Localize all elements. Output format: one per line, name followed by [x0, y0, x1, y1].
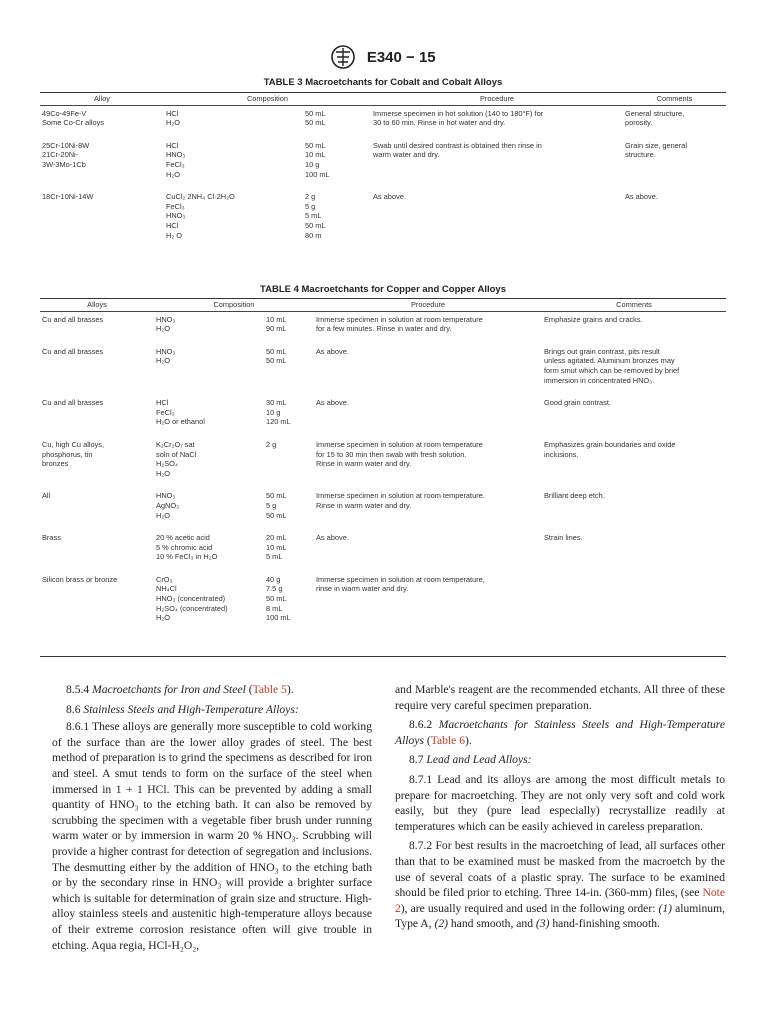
cell-line: porosity.	[625, 118, 653, 128]
cell-line: 50 mL	[266, 491, 287, 501]
cell-line: Brings out grain contrast, pits result	[544, 346, 660, 356]
cell-line: 21Cr-20Ni-	[42, 150, 79, 160]
table-row	[40, 179, 726, 240]
alloy-cell	[40, 334, 154, 385]
cell-line: H₂O	[156, 324, 170, 334]
cell-line: phosphorus, tin	[42, 449, 93, 459]
cell-line: 3W-3Mo-1Cb	[42, 159, 86, 169]
procedure-cell	[371, 105, 623, 128]
cell-line: 30 mL	[266, 398, 287, 408]
left-column	[52, 682, 372, 957]
cell-line: 5 mL	[305, 211, 322, 221]
cell-line	[266, 459, 312, 469]
cell-line: General structure,	[625, 108, 685, 118]
table4-header-procedure: Procedure	[314, 299, 542, 311]
cell-line: 20 mL	[266, 533, 287, 543]
cell-line: unless agitated. Aluminum bronzes may	[544, 356, 675, 366]
cell-line: rinse in warm water and dry.	[316, 584, 409, 594]
cell-line: As above.	[316, 398, 349, 408]
reagents-cell	[164, 179, 303, 240]
cell-line: 5 g	[305, 201, 316, 211]
cell-line: 2 g	[305, 192, 316, 202]
cell-line: HNO₃	[166, 211, 186, 221]
table-row	[40, 562, 726, 623]
table5-link[interactable]: Table 5	[252, 683, 287, 696]
cell-line: HCl	[166, 220, 179, 230]
alloy-cell	[40, 520, 154, 562]
reagents-cell	[154, 385, 264, 427]
comments-cell	[542, 520, 726, 562]
amounts-cell	[264, 427, 314, 478]
table-row	[40, 427, 726, 478]
table-row	[40, 128, 726, 179]
cell-line: H₂ O	[166, 230, 183, 240]
section-8-7-2: 8.7.2 For best results in the macroetching of lead, all surfaces other than that to be examined must be masked from the macroetch by the use of several coats of a plastic spray. The surface to be examined should be filed prior to etching. Three 14-in. (360-mm) files, (see Note 2), are usually required and used in the following order: (1) aluminum, Type A, (2) hand smooth, and (3) hand-finishing smooth.	[395, 839, 726, 931]
cell-line: 50 mL	[266, 356, 287, 366]
table4-bottom-rule	[40, 656, 726, 657]
table3-header-comments: Comments	[623, 93, 726, 105]
comments-cell	[623, 179, 726, 240]
section-8-6: 8.6 Stainless Steels and High-Temperature Alloys:	[66, 702, 299, 716]
amounts-cell	[264, 334, 314, 385]
cell-line: H₂O	[166, 118, 180, 128]
cell-line: FeCl₃	[156, 407, 175, 417]
cell-line: Emphasize grains and cracks.	[544, 314, 643, 324]
cell-line: All	[42, 491, 51, 501]
cell-line: Immerse specimen in hot solution (140 to 180°F) for	[373, 108, 544, 118]
cell-line: 80 m	[305, 230, 322, 240]
cell-line: Brilliant deep etch.	[544, 491, 605, 501]
cell-line: HNO₃	[156, 314, 176, 324]
alloy-cell	[40, 478, 154, 520]
table-row	[40, 520, 726, 562]
cell-line: Some Co-Cr alloys	[42, 118, 105, 128]
procedure-cell	[371, 128, 623, 179]
cell-line: 50 mL	[266, 510, 287, 520]
section-8-7: 8.7 Lead and Lead Alloys:	[409, 753, 532, 767]
comments-cell	[542, 334, 726, 385]
cell-line: 10 mL	[266, 542, 287, 552]
alloy-cell	[40, 311, 154, 334]
alloy-cell	[40, 427, 154, 478]
cell-line: Grain size, general	[625, 140, 688, 150]
cell-line: CrO₃	[156, 574, 173, 584]
cell-line: H₂O	[156, 356, 170, 366]
cell-line: Good grain contrast.	[544, 398, 611, 408]
amounts-cell	[303, 179, 371, 240]
cell-line: H₂SO₄ (concentrated)	[156, 603, 228, 613]
document-number: E340 − 15	[366, 48, 436, 66]
cell-line: H₂O	[166, 169, 180, 179]
amounts-cell	[264, 520, 314, 562]
procedure-cell	[371, 179, 623, 240]
cell-line: 10 mL	[266, 314, 287, 324]
cell-line: H₂O or ethanol	[156, 417, 205, 427]
table4	[40, 299, 726, 623]
cell-line: Emphasizes grain boundaries and oxide	[544, 439, 676, 449]
cell-line: bronzes	[42, 459, 69, 469]
amounts-cell	[264, 478, 314, 520]
procedure-cell	[314, 427, 542, 478]
cell-line: HCl	[156, 398, 169, 408]
table3	[40, 93, 726, 240]
cell-line: H₂O	[156, 468, 170, 478]
cell-line: Cu and all brasses	[42, 398, 104, 408]
cell-line: 10 g	[266, 407, 281, 417]
cell-line: 50 mL	[305, 118, 326, 128]
table-row	[40, 478, 726, 520]
alloy-cell	[40, 105, 164, 128]
cell-line: Silicon brass or bronze	[42, 574, 118, 584]
cell-line: AgNO₃	[156, 500, 180, 510]
table4-header-alloys: Alloys	[40, 299, 154, 311]
cell-line	[266, 450, 312, 460]
table-row	[40, 334, 726, 385]
cell-line: Immerse specimen in solution at room temperature	[316, 314, 483, 324]
cell-line: 100 mL	[266, 613, 291, 623]
comments-cell	[623, 105, 726, 128]
comments-cell	[542, 562, 726, 623]
cell-line: CuCl₂ 2NH₄ Cl·2H₂O	[166, 192, 235, 202]
cell-line: As above.	[373, 192, 406, 202]
cell-line: NH₄Cl	[156, 584, 177, 594]
amounts-cell	[303, 128, 371, 179]
comments-cell	[542, 311, 726, 334]
cell-line: H₂O	[156, 510, 170, 520]
cell-line: As above.	[316, 346, 349, 356]
cell-line: Swab until desired contrast is obtained then rinse in	[373, 140, 542, 150]
alloy-cell	[40, 385, 154, 427]
cell-line: 2 g	[266, 439, 277, 449]
cell-line: 7.5 g	[266, 584, 283, 594]
reagents-cell	[164, 128, 303, 179]
cell-line: 40 g	[266, 574, 281, 584]
procedure-cell	[314, 520, 542, 562]
cell-line: HNO₃	[156, 346, 176, 356]
section-8-5-4: 8.5.4 Macroetchants for Iron and Steel (Table 5).	[66, 683, 294, 696]
reagents-cell	[164, 105, 303, 128]
cell-line: 50 mL	[266, 594, 287, 604]
cell-line: H₂O	[156, 613, 170, 623]
cell-line: Cu and all brasses	[42, 346, 104, 356]
alloy-cell	[40, 562, 154, 623]
cell-line: 120 mL	[266, 417, 291, 427]
cell-line: structure.	[625, 150, 656, 160]
procedure-cell	[314, 334, 542, 385]
cell-line: FeCl₃	[166, 201, 185, 211]
cell-line: form smut which can be removed by brief	[544, 365, 680, 375]
page-header	[0, 44, 766, 70]
cell-line: Immerse specimen in solution at room temperature.	[316, 491, 485, 501]
table3-title: TABLE 3 Macroetchants for Cobalt and Cobalt Alloys	[263, 77, 503, 88]
cell-line: soln of NaCl	[156, 449, 197, 459]
cell-line: HCl	[166, 140, 179, 150]
cell-line: for 15 to 30 min then swab with fresh solution.	[316, 449, 467, 459]
cell-line: 50 mL	[305, 140, 326, 150]
table4-title: TABLE 4 Macroetchants for Copper and Copper Alloys	[260, 284, 506, 295]
table4-header-comments: Comments	[542, 299, 726, 311]
cell-line: Immerse specimen in solution at room temperature	[316, 439, 483, 449]
reagents-cell	[154, 520, 264, 562]
table-row	[40, 311, 726, 334]
cell-line: 30 to 60 min. Rinse in hot water and dry.	[373, 118, 506, 128]
cell-line	[266, 469, 312, 479]
table3-header-procedure: Procedure	[371, 93, 623, 105]
cell-line: As above.	[625, 192, 658, 202]
comments-cell	[542, 385, 726, 427]
cell-line: Brass	[42, 533, 61, 543]
procedure-cell	[314, 385, 542, 427]
alloy-cell	[40, 128, 164, 179]
cell-line: 10 mL	[305, 150, 326, 160]
cell-line: HNO₃ (concentrated)	[156, 594, 226, 604]
cell-line: Rinse in warm water and dry.	[316, 500, 412, 510]
amounts-cell	[303, 105, 371, 128]
cell-line: H₂SO₄	[156, 459, 178, 469]
amounts-cell	[264, 562, 314, 623]
cell-line: HNO₃	[156, 491, 176, 501]
cell-line: Rinse in warm water and dry.	[316, 459, 412, 469]
cell-line: 20 % acetic acid	[156, 533, 210, 543]
cell-line: 25Cr-10Ni-8W	[42, 140, 90, 150]
cell-line: 5 g	[266, 500, 277, 510]
cell-line: 5 mL	[266, 552, 283, 562]
amounts-cell	[264, 311, 314, 334]
cell-line: immersion in concentrated HNO₃.	[544, 375, 655, 385]
cell-line: Cu and all brasses	[42, 314, 104, 324]
cell-line: for a few minutes. Rinse in water and dry.	[316, 324, 452, 334]
cell-line: 90 mL	[266, 324, 287, 334]
cell-line: 50 mL	[266, 346, 287, 356]
table3-header-alloy: Alloy	[40, 93, 164, 105]
cell-line: HNO₃	[166, 150, 186, 160]
section-8-7-1: 8.7.1 Lead and its alloys are among the most difficult metals to prepare for macroetching. They are not only very soft and cold work easily, but they (pure lead especially) recrystallize readily at temperatures which can be easily achieved in careless preparation.	[395, 772, 725, 833]
cell-line: inclusions.	[544, 449, 579, 459]
cell-line: Cu, high Cu alloys,	[42, 439, 105, 449]
procedure-cell	[314, 478, 542, 520]
continued-paragraph: and Marble's reagent are the recommended etchants. All three of these require very careful specimen preparation.	[395, 683, 725, 712]
procedure-cell	[314, 311, 542, 334]
reagents-cell	[154, 562, 264, 623]
reagents-cell	[154, 311, 264, 334]
alloy-cell	[40, 179, 164, 240]
cell-line: HCl	[166, 108, 179, 118]
section-8-6-2: 8.6.2 Macroetchants for Stainless Steels and High-Temperature Alloys (Table 6).	[395, 718, 725, 747]
cell-line: As above.	[316, 533, 349, 543]
comments-cell	[542, 427, 726, 478]
cell-line: Immerse specimen in solution at room temperature,	[316, 574, 485, 584]
note2-link[interactable]: Note 2	[395, 886, 725, 915]
table6-link[interactable]: Table 6	[430, 733, 466, 747]
cell-line: 10 g	[305, 159, 320, 169]
reagents-cell	[154, 334, 264, 385]
right-column	[395, 682, 725, 936]
cell-line: warm water and dry.	[373, 150, 440, 160]
table-row	[40, 385, 726, 427]
procedure-cell	[314, 562, 542, 623]
cell-line: 100 mL	[305, 169, 330, 179]
table3-header-composition: Composition	[164, 93, 371, 105]
cell-line: 50 mL	[305, 220, 326, 230]
cell-line: 18Cr-10Ni-14W	[42, 192, 94, 202]
astm-logo-icon	[330, 44, 356, 70]
cell-line: Strain lines.	[544, 533, 583, 543]
cell-line: K₂Cr₂O₇ sat	[156, 439, 195, 449]
cell-line: 8 mL	[266, 603, 283, 613]
reagents-cell	[154, 427, 264, 478]
cell-line: FeCl₃	[166, 159, 185, 169]
comments-cell	[623, 128, 726, 179]
comments-cell	[542, 478, 726, 520]
cell-line: 5 % chromic acid	[156, 542, 213, 552]
table4-header-composition: Composition	[154, 299, 314, 311]
cell-line: 49Co-49Fe-V	[42, 108, 87, 118]
amounts-cell	[264, 385, 314, 427]
cell-line: 10 % FeCl₃ in H₂O	[156, 552, 218, 562]
reagents-cell	[154, 478, 264, 520]
cell-line: 50 mL	[305, 108, 326, 118]
section-8-6-1: 8.6.1 These alloys are generally more susceptible to cold working of the surface than are the lower alloy grades of steel. The best method of preparation is to grind the specimens as described for iron and steel. A smut tends to form on the surface of the steel when immersed in 1 + 1 HCl. This can be prevented by adding a small quantity of HNO₃ to the etching bath. It can also be removed by scrubbing the specimen with a vegetable fiber brush under running warm water or by immersion in warm 20 % HNO₃. Scrubbing will provide a higher contrast for detection of segregation and inclusions. The desmutting either by the addition of HNO₃ to the etching bath or by the secondary rinse in HNO₃ will provide a brighter surface which is suitable for determination of grain size and structure. High-alloy stainless steels and austenitic high-temperature alloys because of their extreme corrosion resistance often will give trouble in etching. Aqua regia, HCl-H₂O₂,	[52, 720, 372, 952]
table-row	[40, 105, 726, 128]
